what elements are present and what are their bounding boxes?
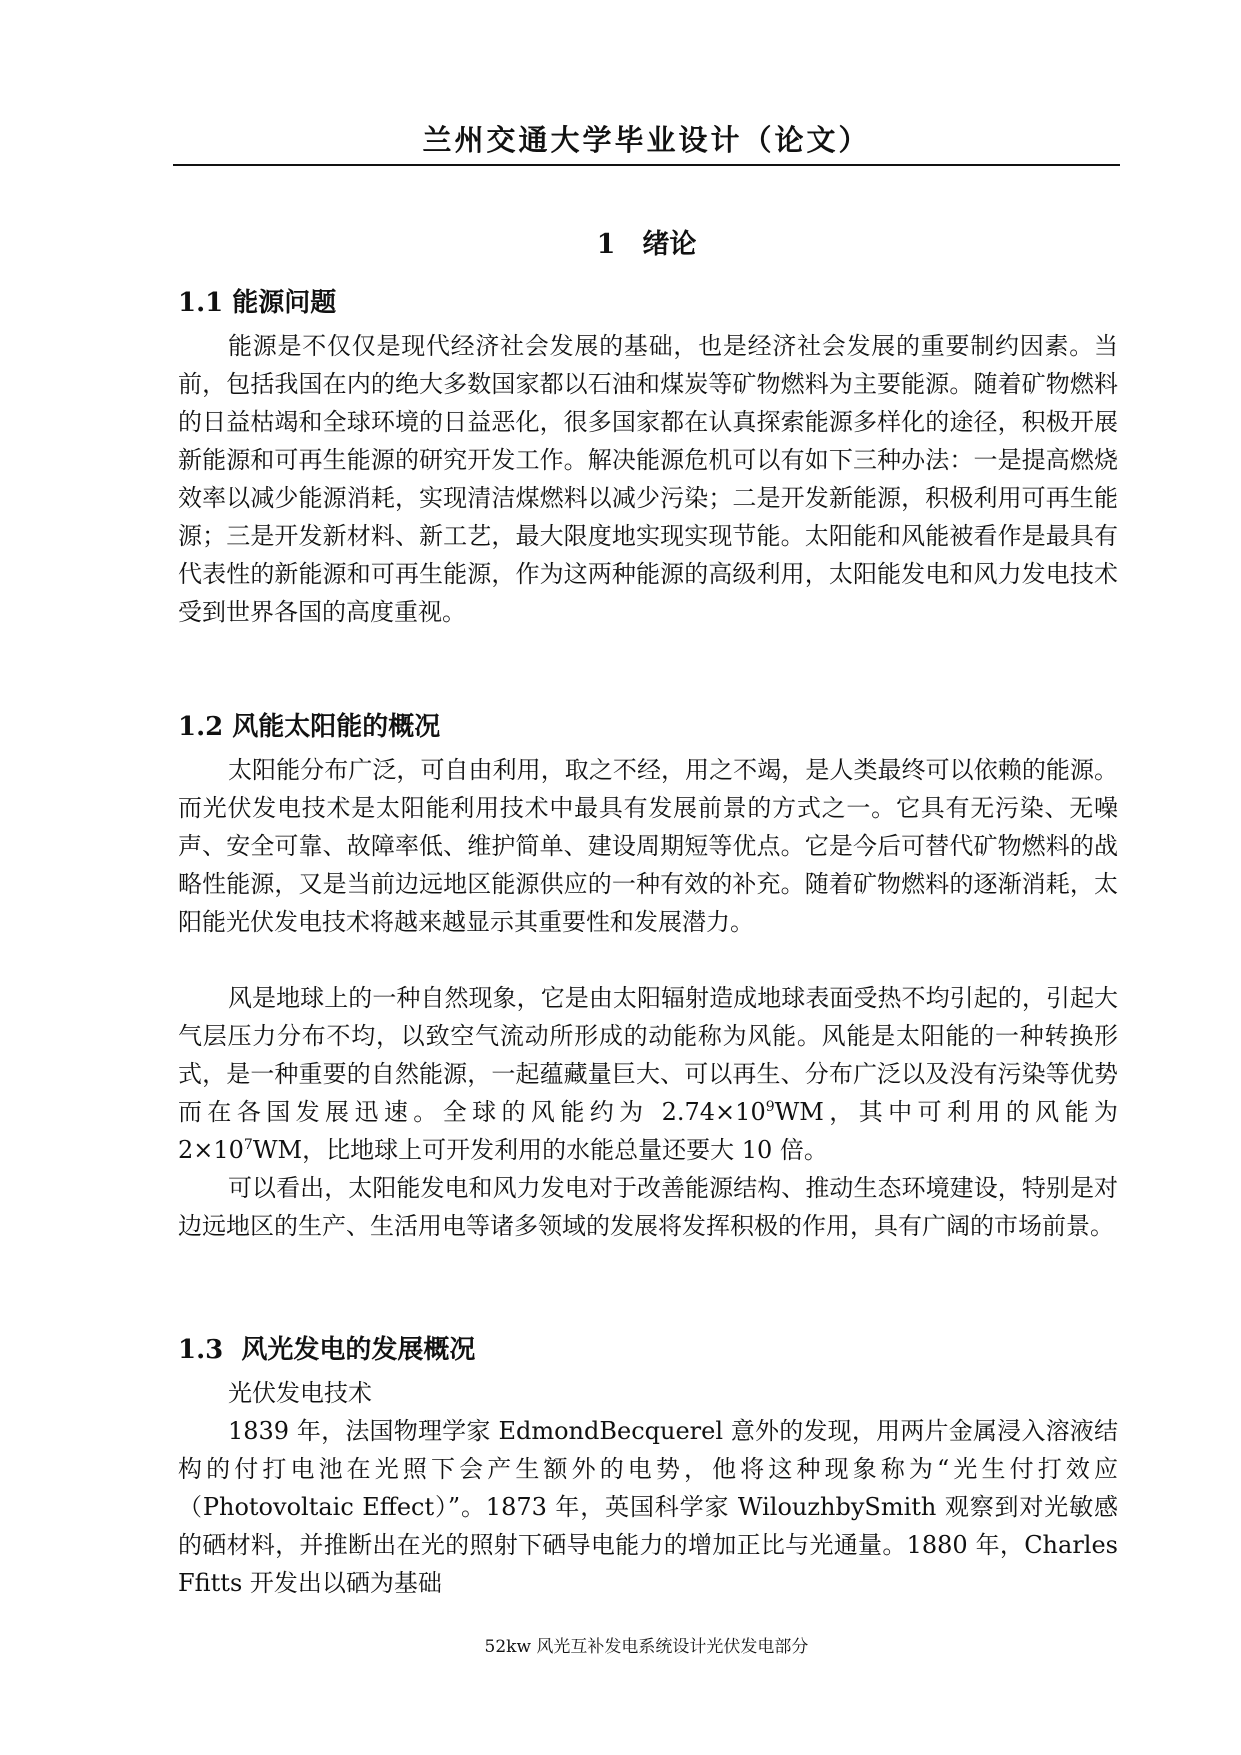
exponent-7: 7 (243, 1137, 253, 1153)
wind-text-part-2: WM，其中可利用的风能为 2×10 (178, 1098, 1118, 1164)
running-header: 兰州交通大学毕业设计（论文） (422, 123, 871, 157)
header-divider (173, 164, 1120, 166)
paragraph-wind-overview (178, 979, 1118, 1169)
paragraph-solar-overview: 太阳能分布广泛，可自由利用，取之不经，用之不竭，是人类最终可以依赖的能源。而光伏发电技术是太阳能利用技术中最具有发展前景的方式之一。它具有无污染、无噪声、安全可靠、故障率低、维护简单、建设周期短等优点。它是今后可替代矿物燃料的战略性能源，又是当前边远地区能源供应的一种有效的补充。随着矿物燃料的逐渐消耗，太阳能光伏发电技术将越来越显示其重要性和发展潜力。 (178, 756, 1118, 936)
paragraph-pv-heading: 光伏发电技术 (228, 1379, 372, 1407)
wind-text-part-3: WM，比地球上可开发利用的水能总量还要大 10 倍。 (252, 1136, 828, 1164)
wind-text-part-1: 风是地球上的一种自然现象，它是由太阳辐射造成地球表面受热不均引起的，引起大气层压力分布不均，以致空气流动所形成的动能称为风能。风能是太阳能的一种转换形式，是一种重要的自然能源，一起蕴藏量巨大、可以再生、分布广泛以及没有污染等优势而在各国发展迅速。全球的风能约为 2.74×10 (178, 984, 1118, 1126)
paragraph-energy-problem: 能源是不仅仅是现代经济社会发展的基础，也是经济社会发展的重要制约因素。当前，包括我国在内的绝大多数国家都以石油和煤炭等矿物燃料为主要能源。随着矿物燃料的日益枯竭和全球环境的日益恶化，很多国家都在认真探索能源多样化的途径，积极开展新能源和可再生能源的研究开发工作。解决能源危机可以有如下三种办法：一是提高燃烧效率以减少能源消耗，实现清洁煤燃料以减少污染；二是开发新能源，积极利用可再生能源；三是开发新材料、新工艺，最大限度地实现实现节能。太阳能和风能被看作是最具有代表性的新能源和可再生能源，作为这两种能源的高级利用，太阳能发电和风力发电技术受到世界各国的高度重视。 (178, 332, 1118, 626)
exponent-9: 9 (765, 1099, 775, 1115)
section-title-1-1: 1.1 能源问题 (178, 288, 337, 318)
page-footer: 52kw 风光互补发电系统设计光伏发电部分 (484, 1637, 809, 1657)
section-title-1-3: 1.3 风光发电的发展概况 (178, 1335, 476, 1365)
paragraph-pv-history: 1839 年，法国物理学家 EdmondBecquerel 意外的发现，用两片金属浸入溶液结构的付打电池在光照下会产生额外的电势，他将这种现象称为“光生付打效应（Photovoltaic Effect）”。1873 年，英国科学家 WilouzhbySmith 观察到对光敏感的硒材料，并推断出在光的照射下硒导电能力的增加正比与光通量。1880 年，Charles Ffitts 开发出以硒为基础 (178, 1417, 1118, 1597)
section-title-1-2: 1.2 风能太阳能的概况 (178, 712, 441, 742)
chapter-title: 1 绪论 (596, 229, 697, 260)
paragraph-market-prospect: 可以看出，太阳能发电和风力发电对于改善能源结构、推动生态环境建设，特别是对边远地区的生产、生活用电等诸多领域的发展将发挥积极的作用，具有广阔的市场前景。 (178, 1174, 1118, 1240)
